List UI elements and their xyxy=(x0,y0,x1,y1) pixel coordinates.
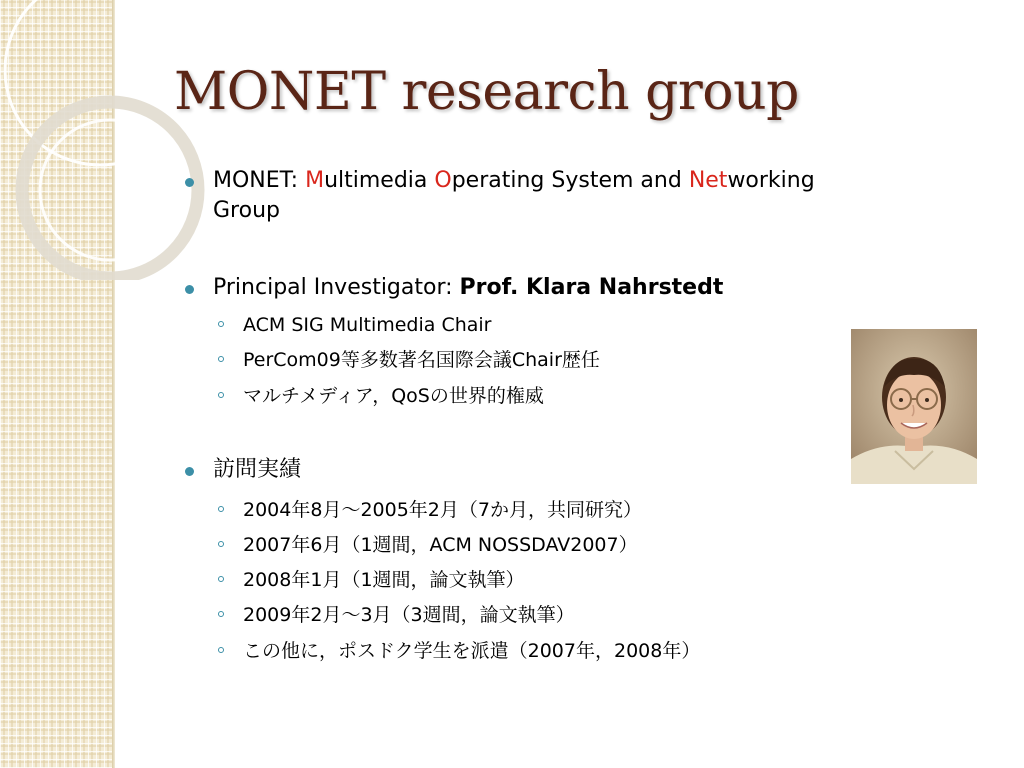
sub-item-qos-authority: マルチメディア，QoSの世界的権威 xyxy=(243,385,544,407)
sub-item-visit-2008: 2008年1月（1週間，論文執筆） xyxy=(243,569,525,591)
portrait-illustration xyxy=(851,329,977,484)
highlight-m: M xyxy=(305,168,325,193)
deco-circle-thick xyxy=(22,102,198,278)
bullet-monet xyxy=(213,166,815,226)
word-multimedia-rest: ultimedia xyxy=(324,168,435,193)
sub-item-postdoc: この他に，ポスドク学生を派遣（2007年，2008年） xyxy=(243,640,701,662)
sub-item-acm-chair: ACM SIG Multimedia Chair xyxy=(243,314,492,336)
sub-item-visit-2007: 2007年6月（1週間，ACM NOSSDAV2007） xyxy=(243,534,638,556)
slide-title: MONET research group xyxy=(174,62,799,122)
pi-name: Prof. Klara Nahrstedt xyxy=(459,275,724,300)
monet-line2: Group xyxy=(213,198,280,223)
sub-item-visit-2004: 2004年8月～2005年2月（7か月，共同研究） xyxy=(243,499,642,521)
decorative-circles xyxy=(0,0,220,280)
deco-circle-inner xyxy=(40,120,180,260)
word-operating-rest: perating System and xyxy=(451,168,689,193)
pi-label: Principal Investigator: xyxy=(213,275,460,300)
bullet-principal-investigator xyxy=(213,273,723,303)
sub-item-visit-2009: 2009年2月～3月（3週間，論文執筆） xyxy=(243,604,575,626)
highlight-net: Net xyxy=(688,168,728,193)
portrait-photo xyxy=(851,329,977,484)
sub-item-percom: PerCom09等多数著名国際会議Chair歴任 xyxy=(243,349,600,371)
word-networking-rest: working xyxy=(727,168,815,193)
bullet-visit-record: 訪問実績 xyxy=(213,455,301,485)
monet-prefix: MONET: xyxy=(213,168,306,193)
highlight-o: O xyxy=(434,168,452,193)
